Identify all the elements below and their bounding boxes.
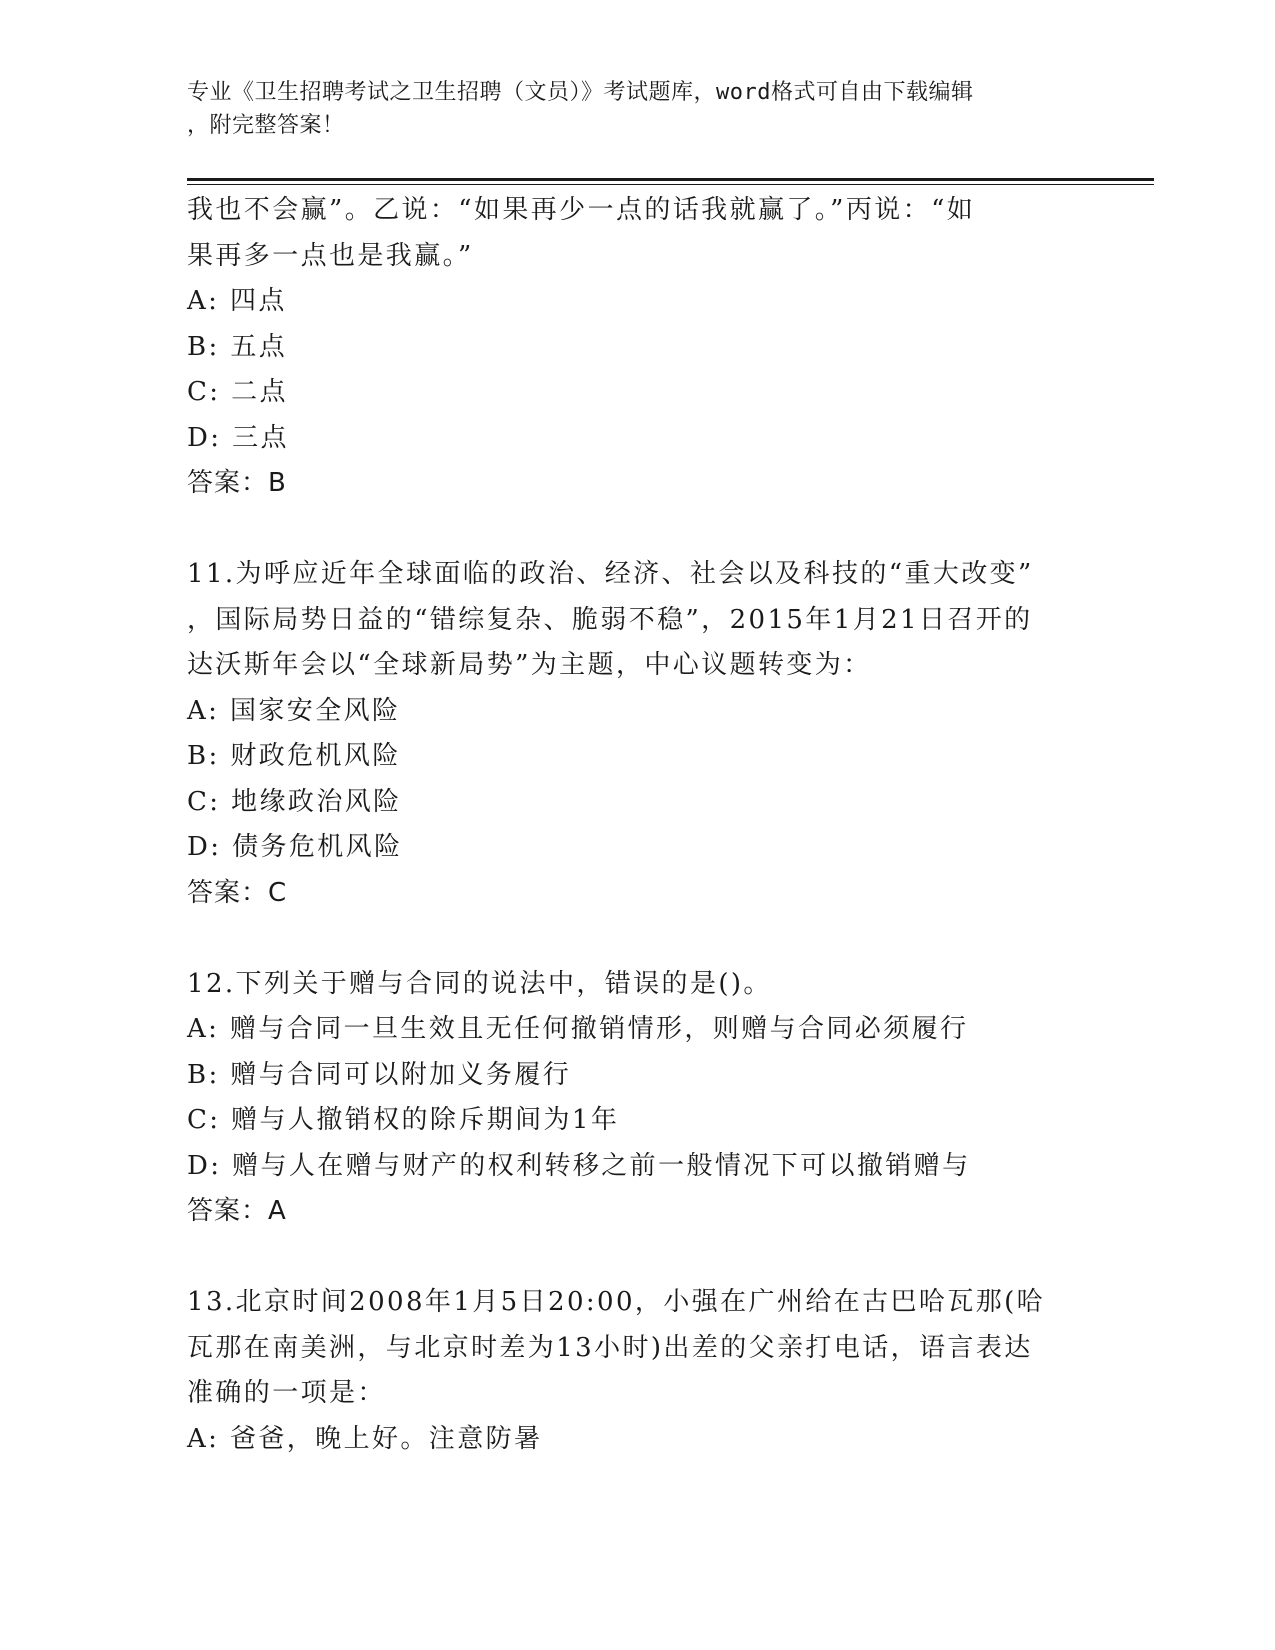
question-12 (187, 962, 1087, 1235)
option-b: B: 五点 (187, 331, 288, 362)
option-d: D: 赠与人在赠与财产的权利转移之前一般情况下可以撤销赠与 (187, 1150, 971, 1181)
question-text-line: 达沃斯年会以“全球新局势”为主题，中心议题转变为： (187, 650, 872, 680)
option-a: A: 爸爸，晚上好。注意防暑 (187, 1423, 543, 1454)
header-line-1: 专业《卫生招聘考试之卫生招聘（文员）》考试题库，word格式可自由下载编辑 (187, 80, 974, 105)
document-header (187, 76, 1087, 142)
header-line-2: ，附完整答案！ (187, 113, 345, 138)
spacer (187, 916, 1087, 962)
option-a: A: 赠与合同一旦生效且无任何撤销情形，则赠与合同必须履行 (187, 1014, 969, 1044)
spacer (187, 1235, 1087, 1281)
question-11 (187, 552, 1087, 916)
header-divider-thick (187, 178, 1154, 181)
header-divider-thin (187, 184, 1154, 185)
option-c: C: 地缘政治风险 (187, 786, 402, 817)
question-text-line: 果再多一点也是我赢。” (187, 240, 474, 271)
option-c: C: 二点 (187, 377, 288, 407)
question-10 (187, 188, 1087, 507)
option-c: C: 赠与人撤销权的除斥期间为1年 (187, 1105, 620, 1135)
spacer (187, 507, 1087, 553)
question-list (187, 188, 1087, 1462)
question-13 (187, 1280, 1087, 1462)
option-b: B: 财政危机风险 (187, 741, 401, 771)
question-text-line: ，国际局势日益的“错综复杂、脆弱不稳”，2015年1月21日召开的 (187, 604, 1033, 635)
question-text-line: 准确的一项是： (187, 1378, 386, 1408)
answer-label: 答案：B (187, 468, 287, 498)
option-a: A: 四点 (187, 286, 287, 316)
question-text-line: 瓦那在南美洲，与北京时差为13小时)出差的父亲打电话，语言表达 (187, 1332, 1033, 1363)
option-d: D: 三点 (187, 422, 289, 453)
option-a: A: 国家安全风险 (187, 695, 401, 726)
question-text-line: 12.下列关于赠与合同的说法中，错误的是()。 (187, 968, 772, 999)
answer-label: 答案：C (187, 877, 288, 908)
question-text-line: 11.为呼应近年全球面临的政治、经济、社会以及科技的“重大改变” (187, 559, 1034, 589)
question-text-line: 13.北京时间2008年1月5日20:00，小强在广州给在古巴哈瓦那(哈 (187, 1287, 1046, 1317)
answer-label: 答案：A (187, 1196, 287, 1226)
option-d: D: 债务危机风险 (187, 832, 403, 862)
question-text-line: 我也不会赢”。乙说：“如果再少一点的话我就赢了。”丙说：“如 (187, 195, 976, 225)
option-b: B: 赠与合同可以附加义务履行 (187, 1059, 572, 1090)
